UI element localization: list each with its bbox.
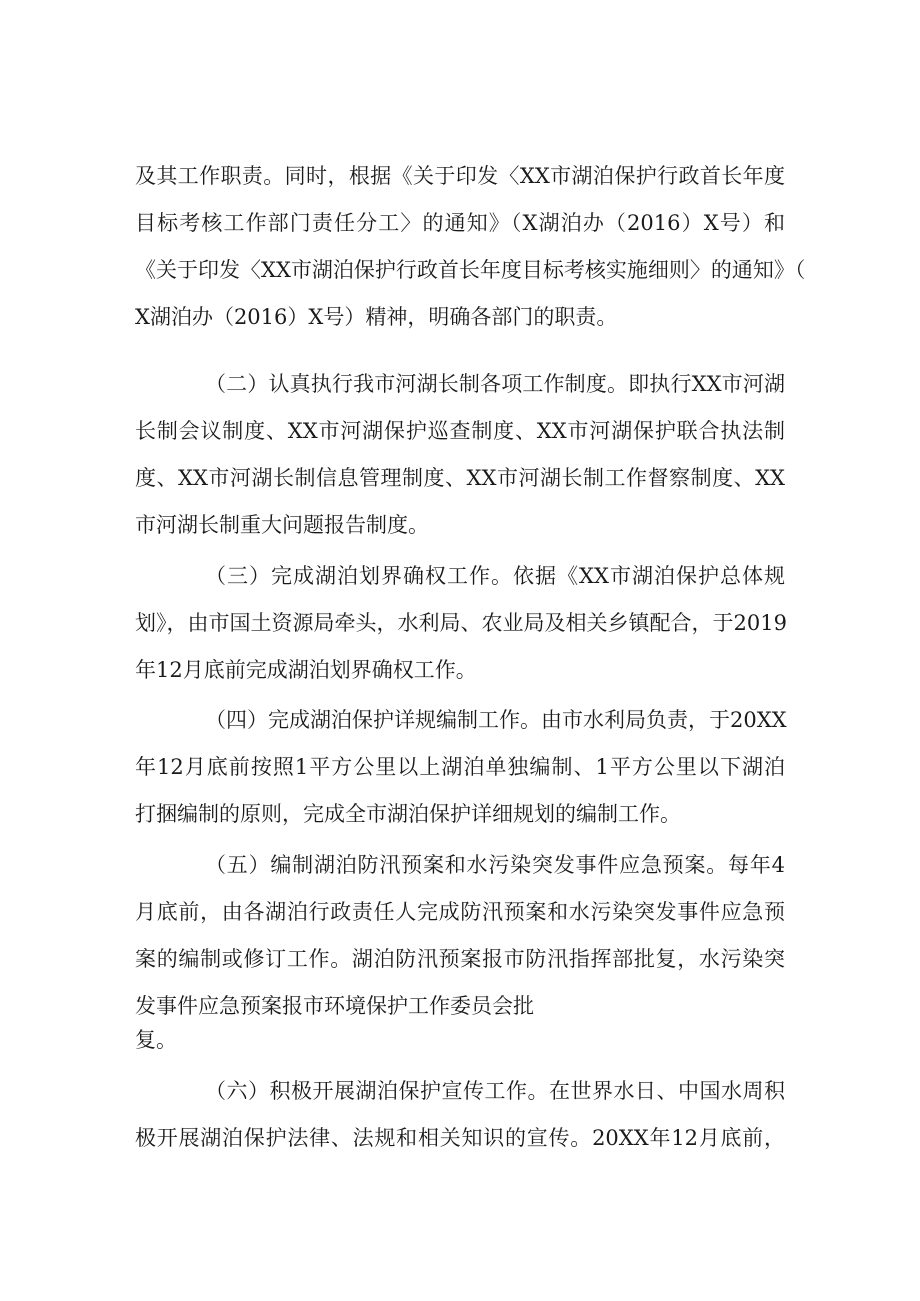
text-line: 《关于印发〈XX市湖泊保护行政首长年度目标考核实施细则〉的通知》（ [135, 258, 806, 282]
text-line: 发事件应急预案报市环境保护工作委员会批 [135, 994, 534, 1018]
paragraph-heading-5: （五）编制湖泊防汛预案和水污染突发事件应急预案。每年4 [205, 853, 785, 877]
text-line: 年12月底前完成湖泊划界确权工作。 [135, 658, 477, 682]
text-line: 年12月底前按照1平方公里以上湖泊单独编制、1平方公里以下湖泊 [135, 755, 785, 779]
text-line: X湖泊办（2016）X号）精神，明确各部门的职责。 [135, 305, 618, 329]
text-line: 案的编制或修订工作。湖泊防汛预案报市防汛指挥部批复，水污染突 [135, 947, 785, 971]
text-line: 极开展湖泊保护法律、法规和相关知识的宣传。20XX年12月底前， [135, 1126, 785, 1150]
text-line: 及其工作职责。同时，根据《关于印发〈XX市湖泊保护行政首长年度 [135, 164, 785, 188]
paragraph-heading-4: （四）完成湖泊保护详规编制工作。由市水利局负责，于20XX [205, 708, 787, 732]
text-line: 市河湖长制重大问题报告制度。 [135, 513, 429, 537]
text-line: 目标考核工作部门责任分工〉的通知》（X湖泊办（2016）X号）和 [135, 211, 785, 235]
text-line: 复。 [135, 1028, 177, 1052]
text-line: 月底前，由各湖泊行政责任人完成防汛预案和水污染突发事件应急预 [135, 900, 785, 924]
paragraph-heading-2: （二）认真执行我市河湖长制各项工作制度。即执行XX市河湖 [205, 372, 785, 396]
text-line: 划》，由市国土资源局牵头，水利局、农业局及相关乡镇配合，于2019 [135, 611, 787, 635]
paragraph-heading-3: （三）完成湖泊划界确权工作。依据《XX市湖泊保护总体规 [205, 564, 785, 588]
paragraph-heading-6: （六）积极开展湖泊保护宣传工作。在世界水日、中国水周积 [205, 1079, 785, 1103]
text-line: 度、XX市河湖长制信息管理制度、XX市河湖长制工作督察制度、XX [135, 466, 785, 490]
text-line: 打捆编制的原则，完成全市湖泊保护详细规划的编制工作。 [135, 802, 681, 826]
text-line: 长制会议制度、XX市河湖保护巡查制度、XX市河湖保护联合执法制 [135, 419, 785, 443]
